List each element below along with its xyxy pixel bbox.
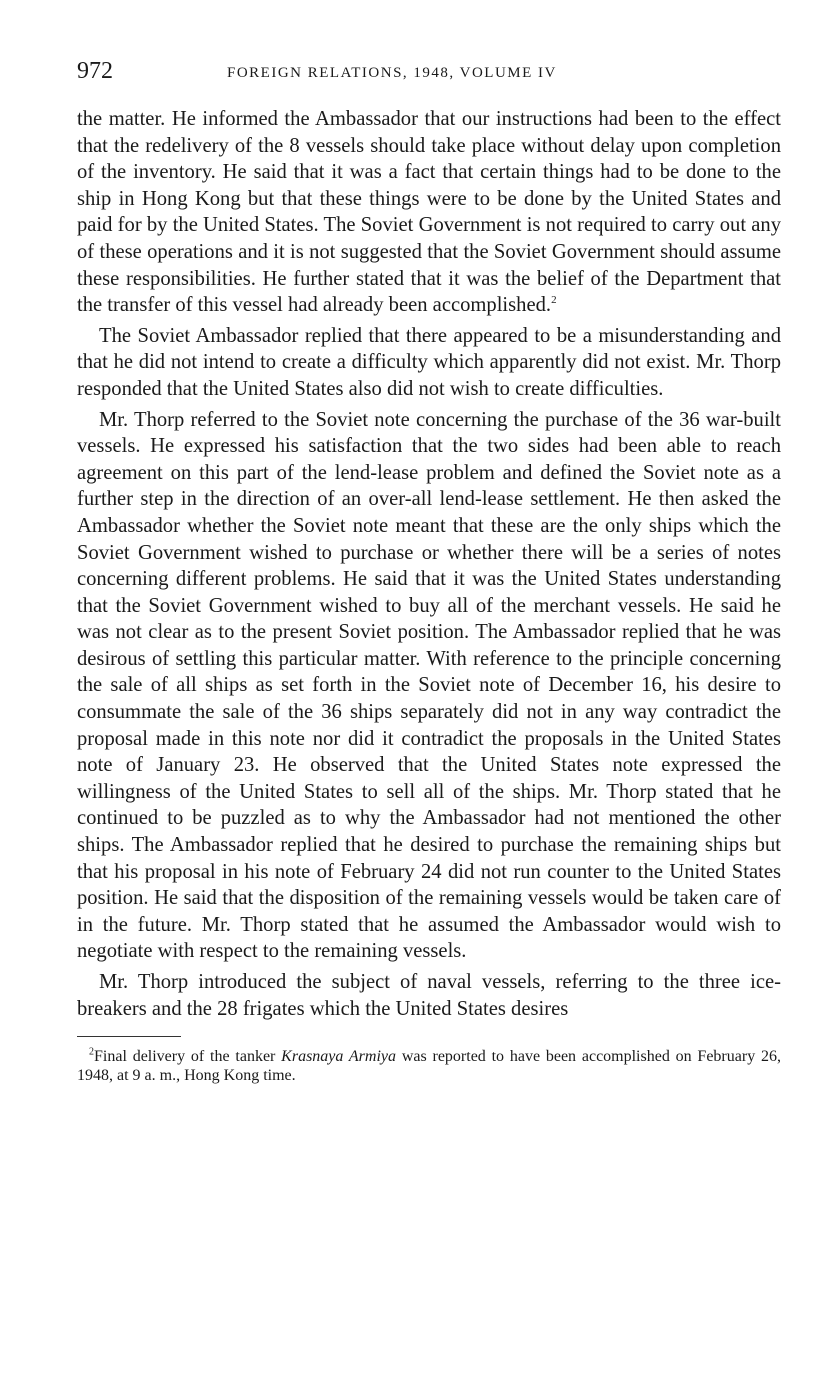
paragraph-3: Mr. Thorp referred to the Soviet note concerning the purchase of the 36 war-built vessels. He expressed his satisfaction that the two sides had been able to reach agreement on this part of the lend-lease problem and defined the Soviet note as a further step in the direction of an over-all lend-lease settlement. He then asked the Ambassador whether the Soviet note meant that these are the only ships which the Soviet Government wished to purchase or whether there will be a series of notes concerning different problems. He said that it was the United States understanding that the Soviet Government wished to buy all of the merchant vessels. He said he was not clear as to the present Soviet position. The Ambassador replied that he was desirous of settling this particular matter. With reference to the principle concerning the sale of all ships as set forth in the Soviet note of December 16, his desire to consummate the sale of the 36 ships separately did not in any way contradict the proposal made in this note nor did it contradict the proposals in the United States note of January 23. He observed that the United States note expressed the willingness of the United States to sell all of the ships. Mr. Thorp stated that he continued to be puzzled as to why the Ambassador had not mentioned the other ships. The Ambassador replied that he desired to purchase the remaining ships but that his proposal in his note of February 24 did not run counter to the United States position. He said that the disposition of the remaining vessels would be taken care of in the future. Mr. Thorp stated that he assumed the Ambassador would wish to negotiate with respect to the remaining vessels. bbox=[77, 408, 781, 963]
footnote-reference[interactable]: 2 bbox=[551, 294, 557, 307]
running-head bbox=[77, 58, 781, 92]
body-text bbox=[77, 106, 781, 1022]
paragraph-1-text: the matter. He informed the Ambassador that our instructions had been to the effect that the redelivery of the 8 vessels should take place without delay upon completion of the inventory. He said that it was a fact that certain things had to be done to the ship in Hong Kong but that these things were to be done by the United States and paid for by the United States. The Soviet Government is not required to carry out any of these operations and it is not suggested that the Soviet Government should assume these responsibilities. He further stated that it was the belief of the Department that the transfer of this vessel had already been accomplished. bbox=[77, 108, 781, 317]
page-number: 972 bbox=[77, 58, 113, 84]
paragraph-2: The Soviet Ambassador replied that there appeared to be a misunderstanding and that he did not intend to create a difficulty which apparently did not exist. Mr. Thorp responded that the United States also did not wish to create difficulties. bbox=[77, 324, 781, 400]
footnote-marker: 2 bbox=[89, 1046, 94, 1058]
paragraph-4: Mr. Thorp introduced the subject of naval vessels, referring to the three ice-breakers and the 28 frigates which the United States desires bbox=[77, 971, 781, 1020]
footnote-ship-name: Krasnaya Armiya bbox=[281, 1048, 397, 1066]
document-page bbox=[77, 58, 781, 1085]
footnote-text-before: Final delivery of the tanker bbox=[94, 1048, 282, 1066]
paragraph-1 bbox=[77, 106, 781, 319]
footnote-text-after: was reported to have been accomplished on February 26, 1948, at 9 a. m., Hong Kong time. bbox=[77, 1048, 781, 1085]
running-head-title: FOREIGN RELATIONS, 1948, VOLUME IV bbox=[227, 65, 557, 81]
footnote-divider bbox=[77, 1036, 181, 1037]
footnote bbox=[77, 1047, 781, 1085]
